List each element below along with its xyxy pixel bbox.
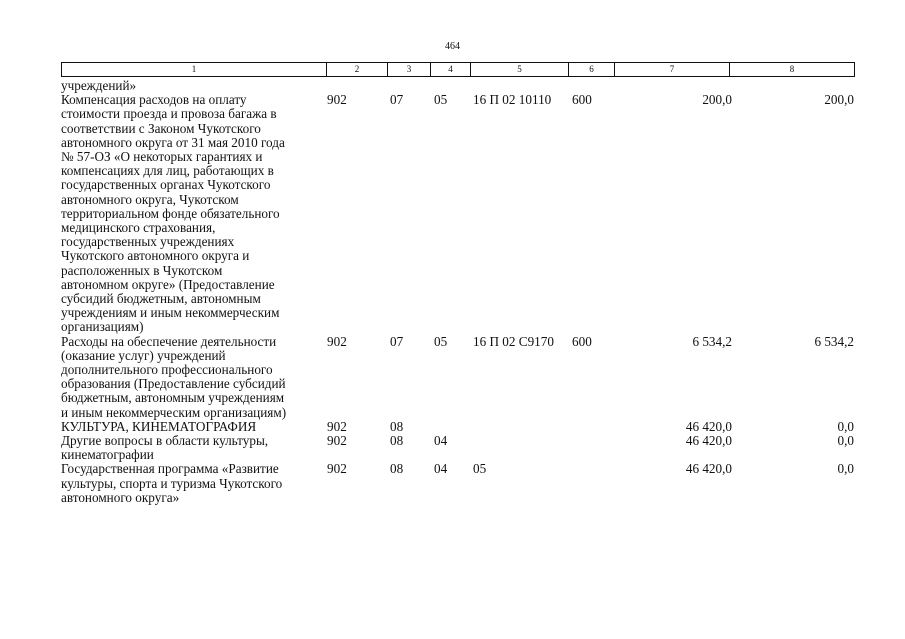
description-line: территориальном фонде обязательного [61,205,280,221]
page-number: 464 [445,41,460,52]
description-line: стоимости проезда и провоза багажа в [61,106,277,122]
row-code-expense-type: 600 [572,333,592,349]
description-line: Расходы на обеспечение деятельности [61,333,277,349]
row-description [61,335,331,420]
row-code-ministry: 902 [327,461,347,477]
description-line: медицинского страхования, [61,220,216,236]
row-amount-1: 46 420,0 [685,418,732,434]
description-line: кинематографии [61,447,154,463]
description-line: Государственная программа «Развитие [61,461,279,477]
header-col-4: 4 [431,63,471,77]
description-line: расположенных в Чукотском [61,262,223,278]
row-code-target: 05 [473,461,487,477]
row-amount-1: 6 534,2 [692,333,732,349]
header-col-6: 6 [569,63,615,77]
row-code-ministry: 902 [327,418,347,434]
description-line: учреждений» [61,78,137,93]
description-line: автономного округа» [61,489,180,505]
description-line: учреждениям и иным некоммерческим [61,305,280,321]
header-col-1: 1 [62,63,327,77]
row-code-ministry: 902 [327,333,347,349]
row-amount-1: 46 420,0 [685,461,732,477]
row-amount-1: 200,0 [702,92,732,108]
header-col-8: 8 [730,63,855,77]
row-amount-2: 200,0 [824,92,854,108]
description-line: бюджетным, автономным учреждениям [61,390,285,406]
row-code-target: 16 П 02 10110 [473,92,552,108]
row-code-target: 16 П 02 С9170 [473,333,554,349]
description-line: Другие вопросы в области культуры, [61,433,269,448]
row-code-section: 07 [390,333,404,349]
row-description [61,434,331,462]
row-amount-2: 0,0 [837,461,854,477]
description-line: автономном округе» (Предоставление [61,276,275,292]
description-line: компенсациях для лиц, работающих в [61,163,274,179]
row-code-ministry: 902 [327,92,347,108]
row-code-section: 07 [390,92,404,108]
row-amount-2: 0,0 [837,433,854,448]
description-line: автономного округа от 31 мая 2010 года [61,134,285,150]
row-code-subsection: 05 [434,333,448,349]
row-code-section: 08 [390,418,404,434]
header-col-2: 2 [327,63,388,77]
row-amount-2: 0,0 [837,418,854,434]
description-line: субсидий бюджетным, автономным [61,291,261,307]
description-line: и иным некоммерческим организациям) [61,404,287,420]
description-line: Компенсация расходов на оплату [61,92,247,108]
row-code-section: 08 [390,461,404,477]
row-code-expense-type: 600 [572,92,592,108]
row-code-subsection: 04 [434,461,448,477]
description-line: КУЛЬТУРА, КИНЕМАТОГРАФИЯ [61,418,257,434]
row-description [61,420,331,434]
description-line: (оказание услуг) учреждений [61,347,226,363]
description-line: автономного округа, Чукотском [61,191,239,207]
header-col-3: 3 [388,63,431,77]
row-description [61,79,331,93]
row-amount-2: 6 534,2 [814,333,854,349]
header-row [62,63,855,77]
header-col-7: 7 [615,63,730,77]
row-amount-1: 46 420,0 [685,433,732,448]
description-line: государственных учреждениях [61,234,235,250]
header-col-5: 5 [471,63,569,77]
description-line: № 57-ОЗ «О некоторых гарантиях и [61,149,263,164]
row-code-subsection: 04 [434,433,448,448]
row-code-ministry: 902 [327,433,347,448]
description-line: дополнительного профессионального [61,362,273,377]
description-line: образования (Предоставление субсидий [61,376,286,392]
row-code-section: 08 [390,433,404,448]
description-line: соответствии с Законом Чукотского [61,120,261,136]
row-description [61,462,331,505]
description-line: культуры, спорта и туризма Чукотского [61,475,283,491]
row-description [61,93,331,334]
column-header-table [61,62,855,77]
description-line: государственных органах Чукотского [61,177,271,193]
row-code-subsection: 05 [434,92,448,108]
description-line: организациям) [61,319,144,335]
description-line: Чукотского автономного округа и [61,248,250,264]
